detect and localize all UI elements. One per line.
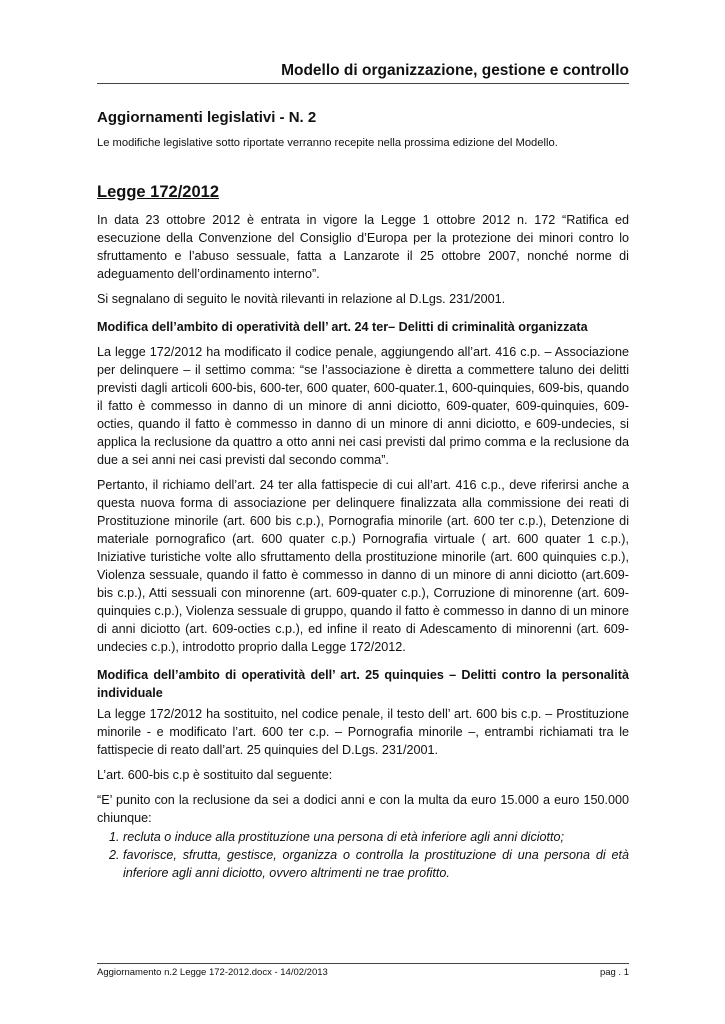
law-note-paragraph: Si segnalano di seguito le novità rilevanti in relazione al D.Lgs. 231/2001.: [97, 292, 506, 306]
law-intro-paragraph: In data 23 ottobre 2012 è entrata in vigore la Legge 1 ottobre 2012 n. 172 “Ratifica ed esecuzione della Convenzione del Consiglio d’Europa per la protezione dei minori contro lo sfruttamento e l’abuso sessuale, fatta a Lanzarote il 25 ottobre 2007, nonché norme di adeguamento dell’ordinamento interno”.: [97, 213, 629, 281]
document-page: [97, 0, 629, 1024]
bulletin-title: Aggiornamenti legislativi - N. 2: [97, 109, 317, 126]
list-item: 2. favorisce, sfrutta, gestisce, organizza o controlla la prostituzione di una persona di età inferiore agli anni diciotto, ovvero altrimenti ne trae profitto.: [123, 846, 629, 882]
list-item: 1. recluta o induce alla prostituzione una persona di età inferiore agli anni diciotto;: [123, 828, 629, 846]
page-number: pag . 1: [599, 967, 629, 978]
section2-title: Modifica dell’ambito di operatività dell’ art. 25 quinquies – Delitti contro la personalità individuale: [97, 668, 629, 700]
section1-paragraph-1: La legge 172/2012 ha modificato il codice penale, aggiungendo all’art. 416 c.p. – Associazione per delinquere – il settimo comma: “se l’associazione è diretta a commettere taluno dei delitti previsti dagli articoli 600-bis, 600-ter, 600 quater, 600-quater.1, 600-quinquies, 609-bis, quando il fatto è commesso in danno di un minore di anni diciotto, 609-quater, 609-quinquies, 609-octies, quando il fatto è commesso in danno di un minore di anni diciotto, e 609-undecies, si applica la reclusione da quattro a otto anni nei casi previsti dal primo comma e la reclusione da due a sei anni nei casi previsti dal secondo comma”.: [97, 345, 629, 467]
section1-title: Modifica dell’ambito di operatività dell’ art. 24 ter– Delitti di criminalità organizzata: [97, 320, 588, 334]
section1-paragraph-2: Pertanto, il richiamo dell’art. 24 ter alla fattispecie di cui all’art. 416 c.p., deve riferirsi anche a questa nuova forma di associazione per delinquere finalizzata alla commissione dei reati di Prostituzione minorile (art. 600 bis c.p.), Pornografia minorile (art. 600 ter c.p.), Detenzione di materiale pornografico (art. 600 quater c.p.) Pornografia virtuale ( art. 600 quater 1 c.p.), Iniziative turistiche volte allo sfruttamento della prostituzione minorile (art. 600 quinquies c.p.), Violenza sessuale, quando il fatto è commesso in danno di un minore di anni diciotto (art.609-bis c.p.), Atti sessuali con minorenne (art. 609-quater c.p.), Corruzione di minorenne (art. 609-quinquies c.p.), Violenza sessuale di gruppo, quando il fatto è commesso in danno di un minore di anni diciotto (art. 609-octies c.p.), ed infine il reato di Adescamento di minorenni (art. 609-undecies c.p.), introdotto proprio dalla Legge 172/2012.: [97, 478, 629, 654]
page-footer: [97, 963, 629, 978]
section2-paragraph-1: La legge 172/2012 ha sostituito, nel codice penale, il testo dell’ art. 600 bis c.p. – Prostituzione minorile - e modificato l’art. 600 ter c.p. – Pornografia minorile –, entrambi richiamati tra le fattispecie di reato dall’art. 25 quinquies del D.Lgs. 231/2001.: [97, 707, 629, 757]
section2-paragraph-2: L’art. 600-bis c.p è sostituito dal seguente:: [97, 768, 333, 782]
law-title: Legge 172/2012: [97, 183, 219, 201]
body-text: [97, 211, 629, 882]
running-header: Modello di organizzazione, gestione e controllo: [97, 62, 629, 84]
section2-quote: “E’ punito con la reclusione da sei a dodici anni e con la multa da euro 15.000 a euro 150.000 chiunque:: [97, 793, 629, 825]
section2-list: [97, 828, 629, 882]
bulletin-note: Le modifiche legislative sotto riportate verranno recepite nella prossima edizione del Modello.: [97, 137, 558, 149]
footer-filename: Aggiornamento n.2 Legge 172-2012.docx - 14/02/2013: [97, 967, 328, 978]
